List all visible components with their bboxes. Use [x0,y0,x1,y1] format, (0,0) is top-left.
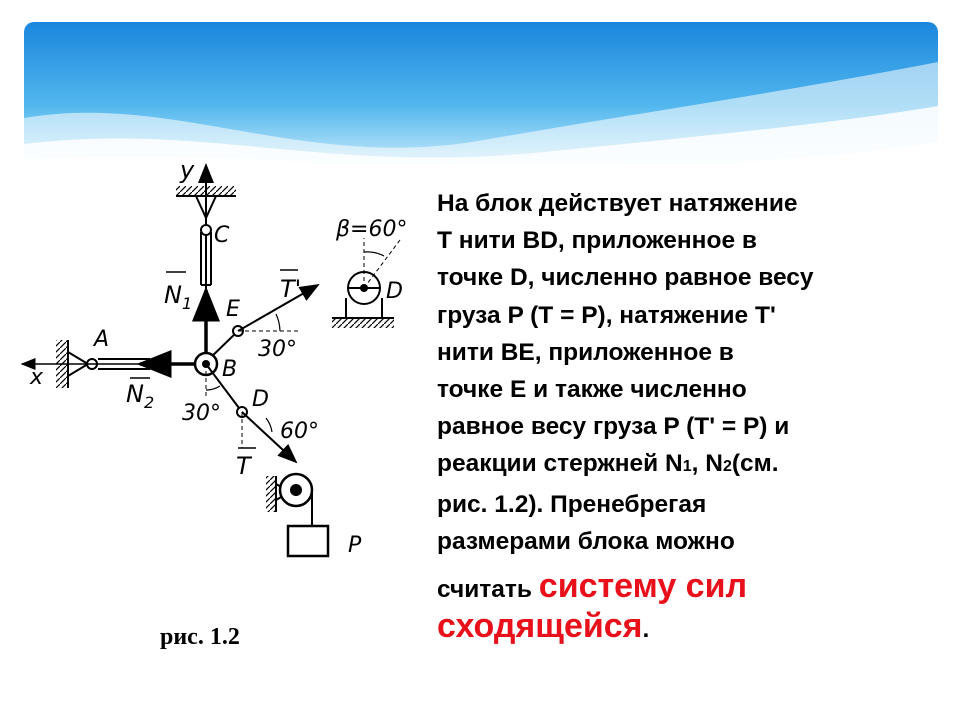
hinge-c [201,225,211,235]
label-angle-30-bottom: 30° [182,401,221,426]
label-b: B [222,357,238,382]
text-line-10: размерами блока можно [437,527,735,555]
text-line-7: равное весу груза P (T' = P) и [437,413,790,441]
label-x: x [30,365,44,390]
label-n1: $N_1$ [164,281,193,313]
label-beta: β=60° [336,217,408,242]
text-line-3: точке D, численно равное весу [437,264,814,292]
highlight-concurrent: сходящейся [437,607,643,646]
label-c: C [214,223,230,248]
description-text [437,185,907,648]
text-line-11: считать систему сил [437,567,748,606]
label-p: P [348,533,362,558]
label-e: E [226,297,240,322]
text-line-1: На блок действует натяжение [437,190,798,217]
lower-pulley [266,474,312,526]
text-line-5: нити BE, приложенное в [437,338,734,366]
label-angle-30-top: 30° [258,337,297,362]
text-line-2: T нити BD, приложенное в [437,227,757,255]
label-a: A [94,327,110,352]
label-t: T [236,452,251,480]
text-line-6: точке E и также численно [437,376,747,404]
text-line-12: сходящейся. [437,607,650,646]
label-n2: $N_2$ [126,380,155,412]
label-t-prime: T' [280,275,302,303]
weight-p [288,526,328,556]
highlight-system-of-forces: систему сил [538,567,748,606]
label-angle-60: 60° [280,419,319,444]
text-line-9: рис. 1.2). Пренебрегая [437,490,707,518]
label-d-right: D [386,279,403,304]
force-t-prime-arrow [238,285,318,331]
text-line-8: реакции стержней N1, N2(см. [437,450,779,478]
figure-caption: рис. 1.2 [160,624,240,650]
label-y: y [180,156,195,184]
label-d: D [252,387,269,412]
text-line-4: груза P (T = P), натяжение T' [437,301,776,329]
